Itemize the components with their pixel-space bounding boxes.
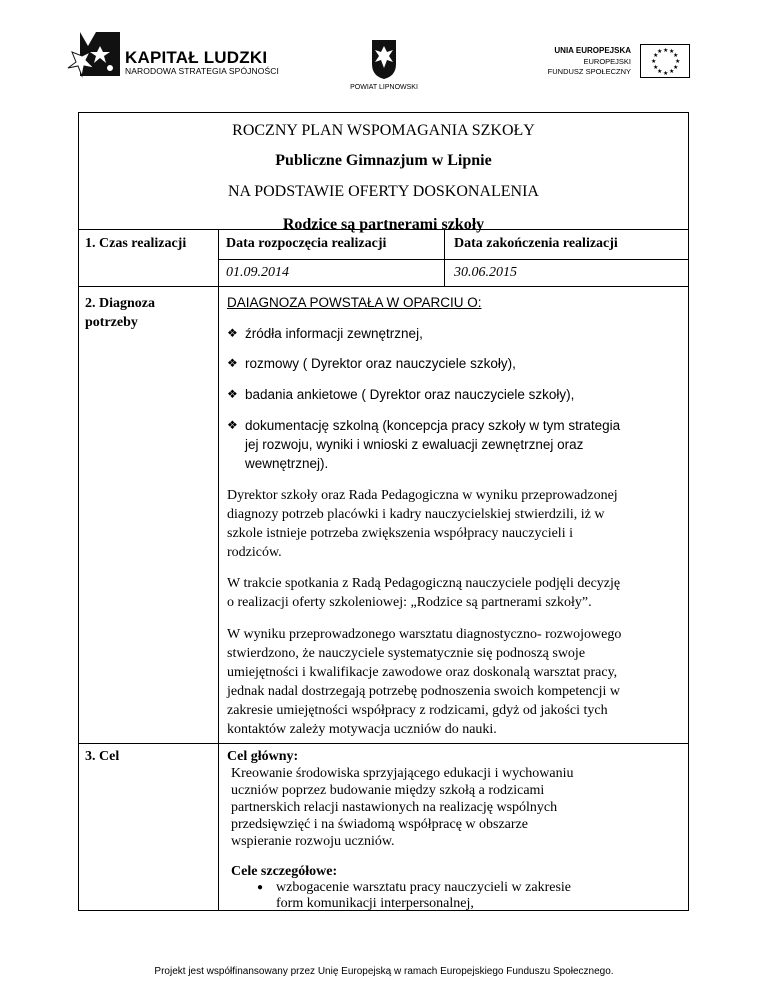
date-header-divider	[218, 259, 689, 260]
diagnosis-paragraph-1-line2: diagnozy potrzeb placówki i kadry nauczycielskiej stwierdzili, iż w	[227, 507, 605, 522]
diamond-bullet-icon: ❖	[227, 387, 238, 401]
eu-flag-icon	[640, 44, 690, 83]
end-date-header: Data zakończenia realizacji	[454, 236, 618, 251]
main-goal-line3: partnerskich relacji nastawionych na realizację wspólnych	[231, 800, 558, 815]
svg-text:★: ★	[663, 70, 669, 77]
svg-text:★: ★	[669, 48, 675, 55]
table-top-border	[78, 112, 689, 113]
diagnosis-paragraph-1-line3: szkole istnieje potrzeba zwiększenia współpracy nauczycieli i	[227, 526, 573, 541]
powiat-crest-icon	[371, 38, 397, 85]
section2-divider	[78, 743, 689, 744]
diagnosis-source-3: badania ankietowe ( Dyrektor oraz nauczyciele szkoły),	[245, 387, 575, 402]
diagnosis-paragraph-3-line1: W wyniku przeprowadzonego warsztatu diagnostyczno- rozwojowego	[227, 627, 622, 642]
section1-label: 1. Czas realizacji	[85, 236, 187, 251]
diagnosis-paragraph-2-line2: o realizacji oferty szkoleniowej: „Rodzice są partnerami szkoły”.	[227, 595, 592, 610]
svg-text:★: ★	[673, 52, 679, 59]
svg-text:★: ★	[673, 64, 679, 71]
specific-goal-line1: wzbogacenie warsztatu pracy nauczycieli w zakresie	[276, 880, 572, 895]
page-footer: Projekt jest współfinansowany przez Unię Europejską w ramach Europejskiego Funduszu Społecznego.	[154, 966, 614, 977]
kapital-ludzki-subtitle: NARODOWA STRATEGIA SPÓJNOŚCI	[125, 66, 279, 76]
specific-goals-label: Cele szczegółowe:	[231, 864, 338, 879]
kapital-ludzki-logo-icon	[66, 30, 122, 85]
section2-label-line1: 2. Diagnoza	[85, 296, 155, 311]
svg-text:★: ★	[657, 68, 663, 75]
diamond-bullet-icon: ❖	[227, 418, 238, 432]
powiat-label: POWIAT LIPNOWSKI	[350, 84, 418, 91]
kapital-ludzki-title: KAPITAŁ LUDZKI	[125, 48, 268, 67]
diagnosis-paragraph-1-line4: rodziców.	[227, 545, 282, 560]
diagnosis-source-1: źródła informacji zewnętrznej,	[245, 326, 423, 341]
end-date-value: 30.06.2015	[454, 265, 517, 280]
section2-label-line2: potrzeby	[85, 315, 138, 330]
svg-text:★: ★	[653, 52, 659, 59]
svg-text:★: ★	[675, 58, 681, 65]
offer-name: Rodzice są partnerami szkoły	[282, 216, 485, 233]
offer-heading: NA PODSTAWIE OFERTY DOSKONALENIA	[228, 183, 539, 200]
diamond-bullet-icon: ❖	[227, 356, 238, 370]
start-date-header: Data rozpoczęcia realizacji	[226, 236, 387, 251]
ue-label: UNIA EUROPEJSKA	[554, 46, 631, 55]
main-goal-line5: wspieranie rozwoju uczniów.	[231, 834, 395, 849]
main-goal-label: Cel główny:	[227, 749, 299, 764]
main-goal-line1: Kreowanie środowiska sprzyjającego edukacji i wychowaniu	[231, 766, 574, 781]
diagnosis-source-4-line1: dokumentację szkolną (koncepcja pracy szkoły w tym strategia	[245, 418, 621, 433]
diagnosis-source-4-line2: jej rozwoju, wyniki i wnioski z ewaluacji zewnętrznej oraz	[245, 437, 584, 452]
diagnosis-paragraph-3-line6: kontaktów zależy motywacja uczniów do nauki.	[227, 722, 497, 737]
label-column-divider	[218, 229, 219, 911]
main-goal-line4: przedsięwzięć i na świadomą współpracę w obszarze	[231, 817, 528, 832]
start-date-value: 01.09.2014	[226, 265, 289, 280]
diagnosis-paragraph-3-line4: jednak nadal dostrzegają potrzebę podnoszenia swoich kompetencji w	[227, 684, 621, 699]
diagnosis-paragraph-1-line1: Dyrektor szkoły oraz Rada Pedagogiczna w wyniku przeprowadzonej	[227, 488, 618, 503]
diagnosis-paragraph-2-line1: W trakcie spotkania z Radą Pedagogiczną nauczyciele podjęli decyzję	[227, 576, 621, 591]
date-column-divider	[444, 229, 445, 286]
diagnosis-paragraph-3-line2: stwierdzono, że nauczyciele systematycznie się podnoszą swoje	[227, 646, 586, 661]
svg-text:★: ★	[651, 58, 657, 65]
section1-divider	[78, 286, 689, 287]
plan-title: ROCZNY PLAN WSPOMAGANIA SZKOŁY	[232, 122, 535, 139]
svg-text:★: ★	[653, 64, 659, 71]
diagnosis-heading: DAIAGNOZA POWSTAŁA W OPARCIU O:	[227, 295, 482, 310]
svg-text:★: ★	[663, 47, 669, 54]
school-name: Publiczne Gimnazjum w Lipnie	[275, 152, 492, 169]
diagnosis-source-4-line3: wewnętrznej).	[245, 456, 329, 471]
specific-goal-line2: form komunikacji interpersonalnej,	[276, 896, 474, 911]
main-goal-line2: uczniów poprzez budowanie między szkołą a rodzicami	[231, 783, 545, 798]
bullet-dot-icon: ●	[257, 882, 264, 893]
table-right-border	[688, 112, 689, 911]
efs-label-line2: FUNDUSZ SPOŁECZNY	[547, 67, 631, 76]
svg-text:★: ★	[669, 68, 675, 75]
section3-label: 3. Cel	[85, 749, 120, 764]
efs-label-line1: EUROPEJSKI	[583, 57, 631, 66]
diagnosis-paragraph-3-line3: umiejętności i kwalifikacje zawodowe oraz doskonalą warsztat pracy,	[227, 665, 618, 680]
svg-text:★: ★	[657, 48, 663, 55]
diagnosis-source-2: rozmowy ( Dyrektor oraz nauczyciele szkoły),	[245, 356, 516, 371]
diamond-bullet-icon: ❖	[227, 326, 238, 340]
diagnosis-paragraph-3-line5: zakresie umiejętności współpracy z rodzicami, gdyż od jakości tych	[227, 703, 608, 718]
